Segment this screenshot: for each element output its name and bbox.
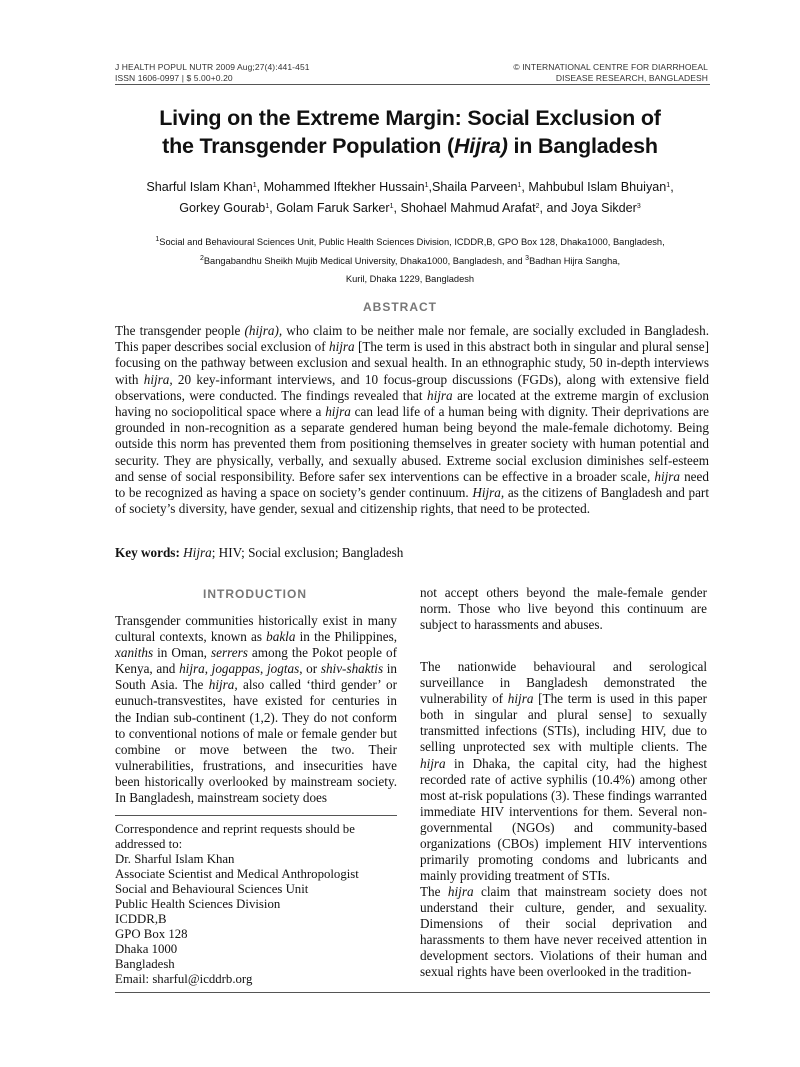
keywords-label: Key words: [115,545,180,560]
italic-term: Hijra, [472,485,505,501]
italic-term: jogtas [266,661,300,677]
italic-term: hijra, [208,677,238,693]
italic-term: hijra [179,661,205,677]
affiliation-line-2 [105,252,715,271]
correspondence-line: Bangladesh [115,957,175,971]
affiliation-text-1: Social and Behavioural Sciences Unit, Public Health Sciences Division, ICDDR,B, GPO Box 128, Dhaka1000, Bangladesh, [159,237,665,247]
abstract-heading: ABSTRACT [363,300,437,314]
org-line-1: © INTERNATIONAL CENTRE FOR DIARRHOEAL [513,62,708,72]
text-run: The nationwide behavioural and serological surveillance in Bangladesh demonstrated the vulnerability of [420,659,707,707]
author-affiliation-sup: 1 [424,182,429,189]
correspondence-line: Social and Behavioural Sciences Unit [115,882,309,896]
text-run: in Oman, [153,645,211,661]
author-name: Mahbubul Islam Bhuiyan [528,180,667,194]
correspondence-line: Dhaka 1000 [115,942,178,956]
correspondence-block [115,822,405,987]
text-run: not accept others beyond the male-female gender norm. Those who live beyond this continuum are subject to harassments and abuses. [420,585,707,633]
text-run: claim that mainstream society does not understand their culture, gender, and sexuality. Dimensions of their social deprivation and harassments to them have never received attention in development sectors. Violations of their human and sexual rights have been overlooked in the tradition- [420,884,707,980]
affiliations [105,233,715,289]
italic-term: serrers [211,645,248,661]
correspondence-line: Associate Scientist and Medical Anthropologist [115,867,359,881]
author-name: Golam Faruk Sarker [276,201,390,215]
author-name: Shohael Mahmud Arafat [400,201,536,215]
title-line-2-end: in Bangladesh [507,134,658,158]
italic-term: shiv-shaktis [320,661,384,677]
author-name: Joya Sikder [571,201,637,215]
title-line-1: Living on the Extreme Margin: Social Exclusion of [159,106,661,130]
author-affiliation-sup: 1 [666,182,671,189]
keywords-list [180,545,404,560]
author-separator: , [428,180,433,194]
correspondence-line: ICDDR,B [115,912,167,926]
italic-term: hijra, [143,371,173,387]
text-run: among the Pokot people of Kenya, and [115,645,397,677]
text-run: 20 key-informant interviews, and 10 focus-group discussions (FGDs), along with extensive field observations, were conducted. The findings revealed that [115,371,709,403]
article-title [100,104,720,160]
correspondence-line: addressed to: [115,837,183,851]
author-separator: , [256,180,264,194]
affiliation-sup-3: 3 [525,254,530,262]
header-rule [115,84,710,85]
affiliation-sup-1: 1 [155,236,160,243]
title-line-2-italic: Hijra) [453,134,508,158]
author-affiliation-sup: 1 [265,203,270,210]
text-run: [The term is used in this paper both in singular and plural sense] to sexually transmitted infections (STIs), including HIV, due to selling unprotected sex with multiple clients. The [420,691,707,755]
author-affiliation-sup: 2 [535,203,540,210]
text-run: who claim to be neither male nor female, are socially excluded in Bangladesh. This paper describes social exclusion of [115,323,709,355]
italic-term: (hijra), [244,323,283,338]
text-run: also called ‘third gender’ or eunuch-transvestites, have existed for centuries in the Indian sub-continent (1,2). They do not conform to conventional notions of male or female gender but combine or move between the two. Their vulnerabilities, frustrations, and insecurities have been historically overlooked by mainstream society. In Bangladesh, mainstream society does [115,677,397,806]
italic-term: hijra [447,884,474,899]
italic-term: jogappas [211,661,261,677]
affiliation-sup-2: 2 [199,254,204,262]
author-name: Gorkey Gourab [179,201,266,215]
text-run: , or [299,661,321,677]
publisher-notice [513,62,708,83]
italic-term: hijra [507,691,534,707]
author-name: Sharful Islam Khan [146,180,253,194]
italic-term: hijra [654,468,681,484]
correspondence-line: GPO Box 128 [115,927,188,941]
keywords [115,545,709,561]
text-run: can lead life of a human being with dignity. Their deprivations are grounded in non-recognition as a separate gendered human being beyond the male-female dichotomy. Being outside this norm has prevented them from positioning themselves in greater society with human potential and security. They are physically, verbally, and sexually abused. Extreme social exclusion diminishes self-esteem and sense of social responsibility. Before safer sex interventions can be effective in a broader scale, [115,404,710,484]
correspondence-line: Dr. Sharful Islam Khan [115,852,235,866]
footnote-rule [115,815,397,816]
italic-term: xaniths [115,645,154,661]
affiliation-line-3: Kuril, Dhaka 1229, Bangladesh [345,274,475,284]
affiliation-text-3: Badhan Hijra Sangha, [529,255,621,266]
correspondence-line: Correspondence and reprint requests should be [115,822,355,836]
text-run: in the Philippines, [295,629,398,645]
issn-line: ISSN 1606-0997 | $ 5.00+0.20 [115,72,233,83]
title-line-2 [100,132,720,160]
author-name: Mohammed Iftekher Hussain [263,180,425,194]
journal-citation [115,62,310,83]
journal-line: J HEALTH POPUL NUTR 2009 Aug;27(4):441-451 [115,62,310,72]
author-affiliation-sup: 1 [389,203,394,210]
right-paragraph-2 [420,659,707,884]
text-run: The transgender people [115,323,245,338]
intro-left-paragraph [115,613,397,806]
author-line-2 [105,198,715,219]
affiliation-text-2: Bangabandhu Sheikh Mujib Medical University, Dhaka1000, Bangladesh, and [203,255,526,266]
author-separator: , [521,180,529,194]
text-run: Transgender communities historically exist in many cultural contexts, known as [115,613,397,645]
author-separator: , [670,180,674,194]
author-affiliation-sup: 1 [252,182,257,189]
text-run: in Dhaka, the capital city, had the highest recorded rate of active syphilis (10.4%) among other most at-risk populations (3). These findings warranted immediate HIV interventions for them. Several non-governmental (NGOs) and community-based organizations (CBOs) implement HIV interventions primarily promoting condoms and lubricants and mainly providing treatment of STIs. [420,755,707,884]
italic-term: hijra [328,339,355,355]
author-separator: , [269,201,277,215]
footer-rule [115,992,710,993]
correspondence-line: Email: sharful@icddrb.org [115,972,253,986]
text-run: The [420,884,448,899]
abstract-body [115,323,709,517]
italic-term: hijra [420,755,446,771]
title-line-2-start: the Transgender Population ( [162,134,454,158]
italic-term: hijra [325,404,351,420]
introduction-heading: INTRODUCTION [203,587,307,601]
affiliation-line-1 [105,233,715,252]
text-run: are located at the extreme margin of exclusion having no sociopolitical space where a [115,387,709,420]
text-run: , [204,661,212,677]
right-paragraph-1 [420,585,707,633]
text-run: , [260,661,267,677]
org-line-2: DISEASE RESEARCH, BANGLADESH [555,72,708,83]
text-run: need to be recognized as having a space on society’s gender continuum. [115,468,709,501]
text-run: in South Asia. The [115,661,397,693]
author-list [105,177,715,219]
italic-term: hijra [426,387,453,403]
author-affiliation-sup: 3 [636,203,641,210]
author-affiliation-sup: 1 [517,182,522,189]
author-separator: , and [539,201,572,215]
italic-term: Hijra [183,545,212,560]
text-run: [The term is used in this abstract both in singular and plural sense] focusing on the pathway between exclusion and sexual health. In an ethnographic study, 50 in-depth interviews with [115,339,709,387]
author-separator: , [393,201,401,215]
right-paragraph-3 [420,884,707,981]
text-run: ; HIV; Social exclusion; Bangladesh [211,545,404,560]
text-run: as the citizens of Bangladesh and part of society’s diversity, have gender, sexual and citizenship rights, that need to be protected. [115,485,709,517]
italic-term: bakla [266,629,296,645]
author-name: Shaila Parveen [432,180,518,194]
correspondence-line: Public Health Sciences Division [115,897,281,911]
author-line-1 [105,177,715,198]
